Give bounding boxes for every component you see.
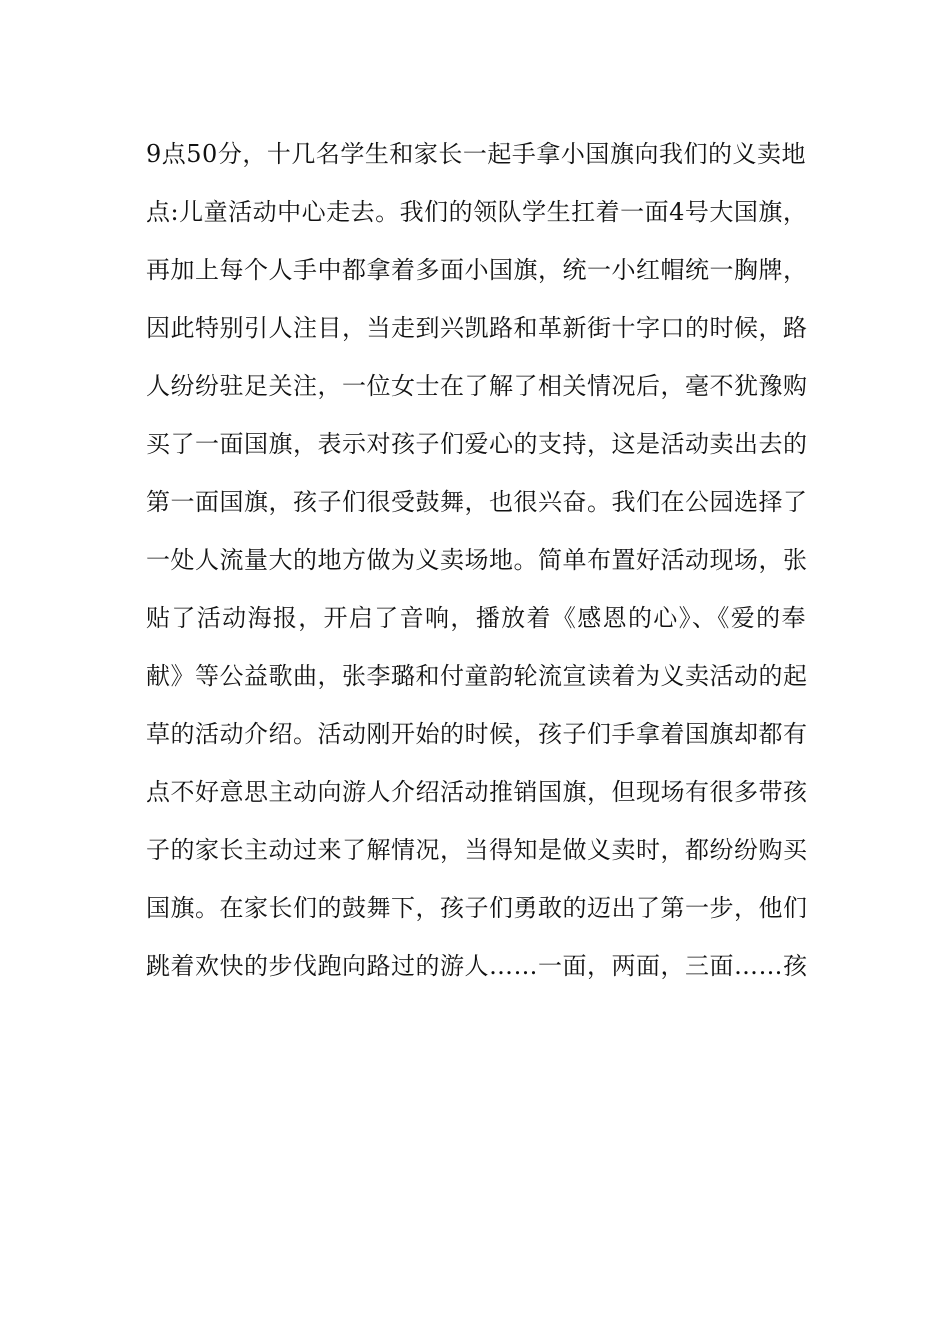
text-line: 跳着欢快的步伐跑向路过的游人……一面，两面，三面……孩 [146,952,808,980]
text-line: 献》等公益歌曲，张李璐和付童韵轮流宣读着为义卖活动的起 [146,662,808,690]
text-line: 9点50分，十几名学生和家长一起手拿小国旗向我们的义卖地 [146,140,806,168]
text-line: 贴了活动海报，开启了音响，播放着《感恩的心》、《爱的奉 [146,604,806,632]
text-line: 点:儿童活动中心走去。我们的领队学生扛着一面4号大国旗， [146,198,808,226]
text-line: 草的活动介绍。活动刚开始的时候，孩子们手拿着国旗却都有 [146,720,808,748]
body-paragraph [146,130,806,1000]
text-line: 人纷纷驻足关注，一位女士在了解了相关情况后，毫不犹豫购 [146,372,808,400]
text-line: 国旗。在家长们的鼓舞下，孩子们勇敢的迈出了第一步，他们 [146,894,808,922]
text-line: 点不好意思主动向游人介绍活动推销国旗，但现场有很多带孩 [146,778,808,806]
text-line: 因此特别引人注目，当走到兴凯路和革新街十字口的时候，路 [146,314,808,342]
text-line: 一处人流量大的地方做为义卖场地。简单布置好活动现场，张 [146,546,808,574]
text-line: 再加上每个人手中都拿着多面小国旗，统一小红帽统一胸牌， [146,256,808,284]
text-line: 第一面国旗，孩子们很受鼓舞，也很兴奋。我们在公园选择了 [146,488,808,516]
text-line: 子的家长主动过来了解情况，当得知是做义卖时，都纷纷购买 [146,836,808,864]
text-line: 买了一面国旗，表示对孩子们爱心的支持，这是活动卖出去的 [146,430,808,458]
